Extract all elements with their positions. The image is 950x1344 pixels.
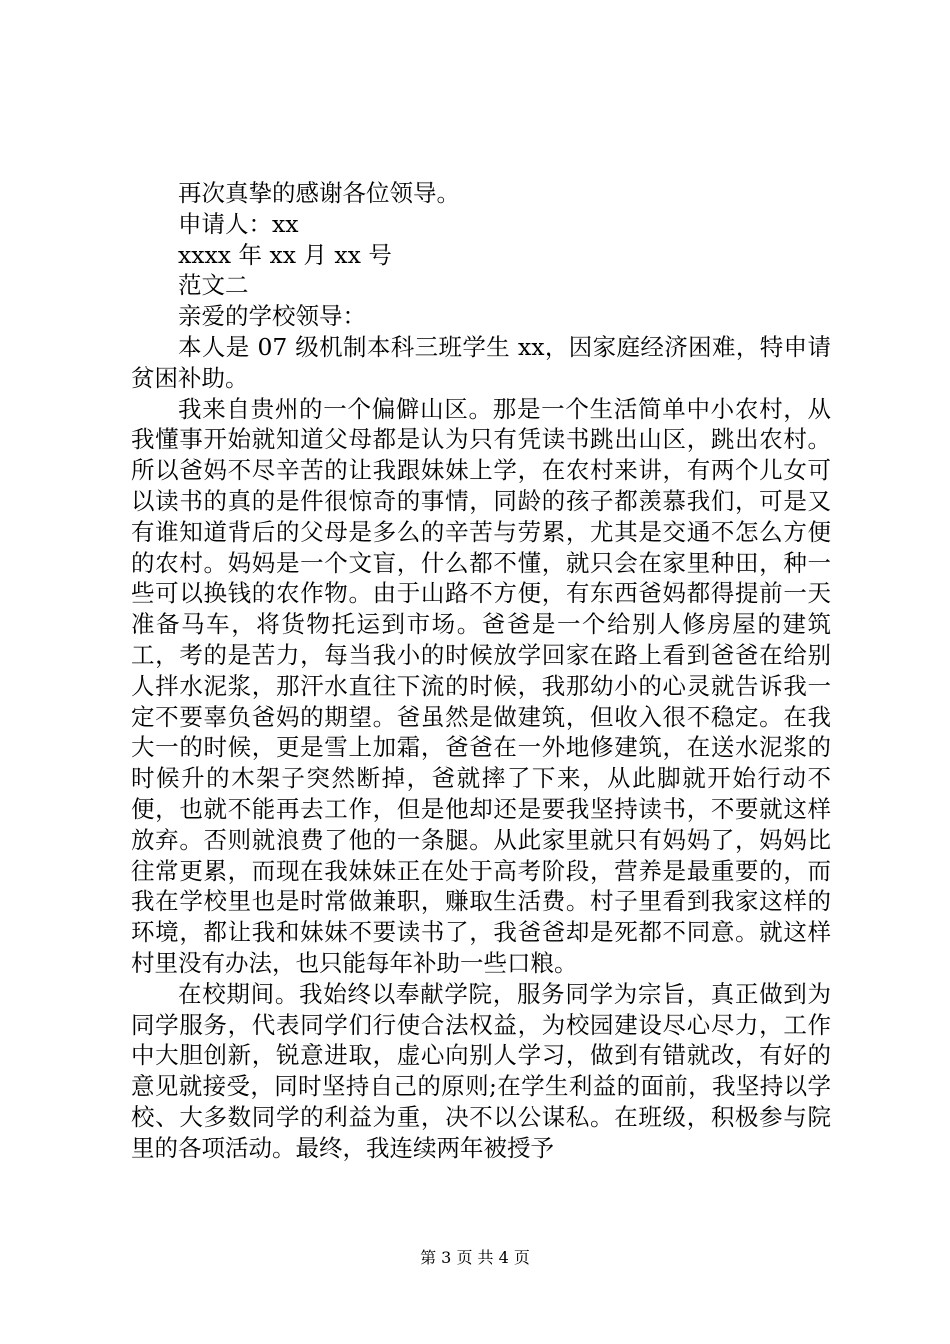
section-title: 范文二 xyxy=(178,271,249,300)
closing-applicant: 申请人：xx xyxy=(178,209,299,238)
document-body xyxy=(131,178,831,1164)
closing-date: xxxx 年 xx 月 xx 号 xyxy=(178,240,392,269)
paragraph: 本人是 07 级机制本科三班学生 xx，因家庭经济困难，特申请贫困补助。 xyxy=(131,332,831,392)
paragraph: 在校期间。我始终以奉献学院，服务同学为宗旨，真正做到为同学服务，代表同学们行使合法权益，为校园建设尽心尽力，工作中大胆创新，锐意进取，虚心向别人学习，做到有错就改，有好的意见就接受，同时坚持自己的原则;在学生利益的面前，我坚持以学校、大多数同学的利益为重，决不以公谋私。在班级，积极参与院里的各项活动。最终，我连续两年被授予 xyxy=(131,979,831,1162)
closing-thanks: 再次真挚的感谢各位领导。 xyxy=(178,179,460,207)
page-footer xyxy=(0,1248,950,1268)
page-indicator: 第 3 页 共 4 页 xyxy=(420,1248,530,1267)
paragraph: 我来自贵州的一个偏僻山区。那是一个生活简单中小农村，从我懂事开始就知道父母都是认为只有凭读书跳出山区，跳出农村。所以爸妈不尽辛苦的让我跟妹妹上学，在农村来讲，有两个儿女可以读书的真的是件很惊奇的事情，同龄的孩子都羡慕我们，可是又有谁知道背后的父母是多么的辛苦与劳累，尤其是交通不怎么方便的农村。妈妈是一个文盲，什么都不懂，就只会在家里种田，种一些可以换钱的农作物。由于山路不方便，有东西爸妈都得提前一天准备马车，将货物托运到市场。爸爸是一个给别人修房屋的建筑工，考的是苦力，每当我小的时候放学回家在路上看到爸爸在给别人拌水泥浆，那汗水直往下流的时候，我那幼小的心灵就告诉我一定不要辜负爸妈的期望。爸虽然是做建筑，但收入很不稳定。在我大一的时候，更是雪上加霜，爸爸在一外地修建筑，在送水泥浆的时候升的木架子突然断掉，爸就摔了下来，从此脚就开始行动不便，也就不能再去工作，但是他却还是要我坚持读书，不要就这样放弃。否则就浪费了他的一条腿。从此家里就只有妈妈了，妈妈比往常更累，而现在我妹妹正在处于高考阶段，营养是最重要的，而我在学校里也是时常做兼职，赚取生活费。村子里看到我家这样的环境，都让我和妹妹不要读书了，我爸爸却是死都不同意。就这样村里没有办法，也只能每年补助一些口粮。 xyxy=(131,394,831,977)
salutation: 亲爱的学校领导： xyxy=(178,302,366,331)
